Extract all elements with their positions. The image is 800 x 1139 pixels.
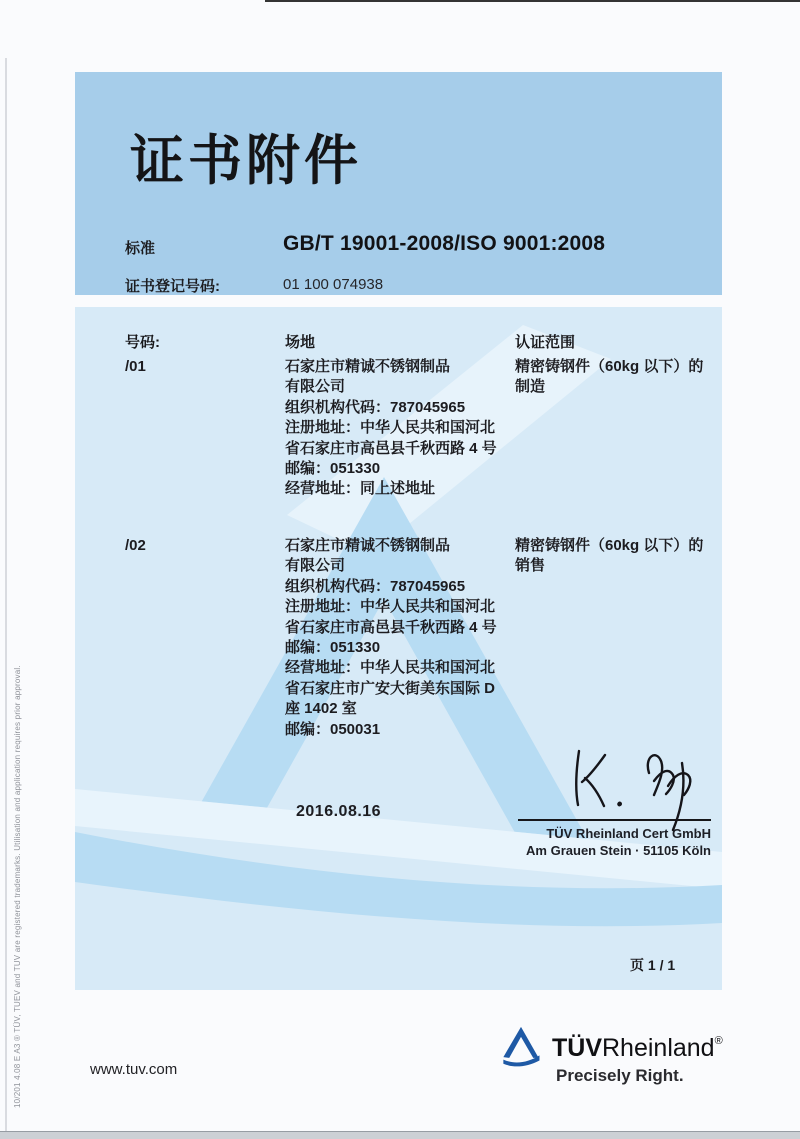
- header-box: [75, 72, 722, 295]
- certificate-number-label: 证书登记号码:: [125, 278, 220, 295]
- registered-mark: ®: [714, 1035, 723, 1047]
- tuv-logo-icon: [500, 1026, 542, 1068]
- site-line: 省石家庄市高邑县千秋西路 4 号: [285, 618, 497, 636]
- site-line: 经营地址：同上述地址: [285, 480, 436, 498]
- scan-edge-top: [265, 0, 800, 2]
- site-line: 省石家庄市高邑县千秋西路 4 号: [285, 439, 497, 457]
- issue-date: 2016.08.16: [296, 803, 382, 820]
- scope-block: [515, 357, 720, 398]
- site-block: [285, 536, 500, 740]
- signature: [563, 737, 713, 833]
- row-number: /01: [125, 358, 146, 375]
- signer-org: TÜV Rheinland Cert GmbH: [546, 826, 711, 841]
- standard-value: GB/T 19001-2008/ISO 9001:2008: [283, 232, 606, 255]
- scan-edge-bottom: [0, 1131, 800, 1139]
- site-line: 石家庄市精诚不锈钢制品: [285, 358, 451, 375]
- site-line: 邮编：051330: [285, 639, 381, 657]
- site-line: 石家庄市精诚不锈钢制品: [285, 537, 451, 554]
- website-text: www.tuv.com: [90, 1061, 178, 1078]
- site-line: 注册地址：中华人民共和国河北: [285, 598, 496, 616]
- site-line: 座 1402 室: [285, 700, 357, 718]
- site-line: 有限公司: [285, 557, 346, 575]
- signer-address: Am Grauen Stein · 51105 Köln: [526, 843, 711, 858]
- scan-edge-left: [5, 58, 7, 1139]
- row-number: /02: [125, 537, 146, 554]
- side-note: 10/201 4.08 E A3 ® TÜV, TUEV and TUV are registered trademarks. Utilisation and application requires prior approval.: [13, 665, 22, 1108]
- site-line: 组织机构代码：787045965: [285, 577, 466, 595]
- brand-rheinland: Rheinland: [602, 1034, 715, 1062]
- site-line: 邮编：051330: [285, 460, 381, 478]
- certificate-number-value: 01 100 074938: [283, 276, 384, 293]
- site-line: 经营地址：中华人民共和国河北: [285, 659, 496, 677]
- brand-tagline: Precisely Right.: [556, 1066, 684, 1085]
- content-panel: [75, 307, 722, 990]
- brand-tuv: TÜV: [552, 1034, 602, 1062]
- page-title: 证书附件: [130, 131, 362, 191]
- column-header-scope: 认证范围: [515, 334, 576, 351]
- site-line: 有限公司: [285, 378, 346, 396]
- site-block: [285, 357, 500, 500]
- brand-name: [552, 1036, 723, 1061]
- scope-block: [515, 536, 720, 577]
- scope-line: 精密铸钢件（60kg 以下）的: [515, 537, 704, 554]
- scope-line: 精密铸钢件（60kg 以下）的: [515, 358, 704, 375]
- site-line: 省石家庄市广安大街美东国际 D: [285, 679, 496, 697]
- page-number: 页 1 / 1: [630, 957, 676, 973]
- standard-label: 标准: [125, 240, 156, 257]
- scope-line: 销售: [515, 557, 546, 575]
- site-line: 组织机构代码：787045965: [285, 398, 466, 416]
- site-line: 邮编：050031: [285, 720, 381, 738]
- site-line: 注册地址：中华人民共和国河北: [285, 419, 496, 437]
- column-header-site: 场地: [285, 334, 316, 351]
- column-header-number: 号码:: [125, 334, 160, 351]
- scope-line: 制造: [515, 378, 546, 396]
